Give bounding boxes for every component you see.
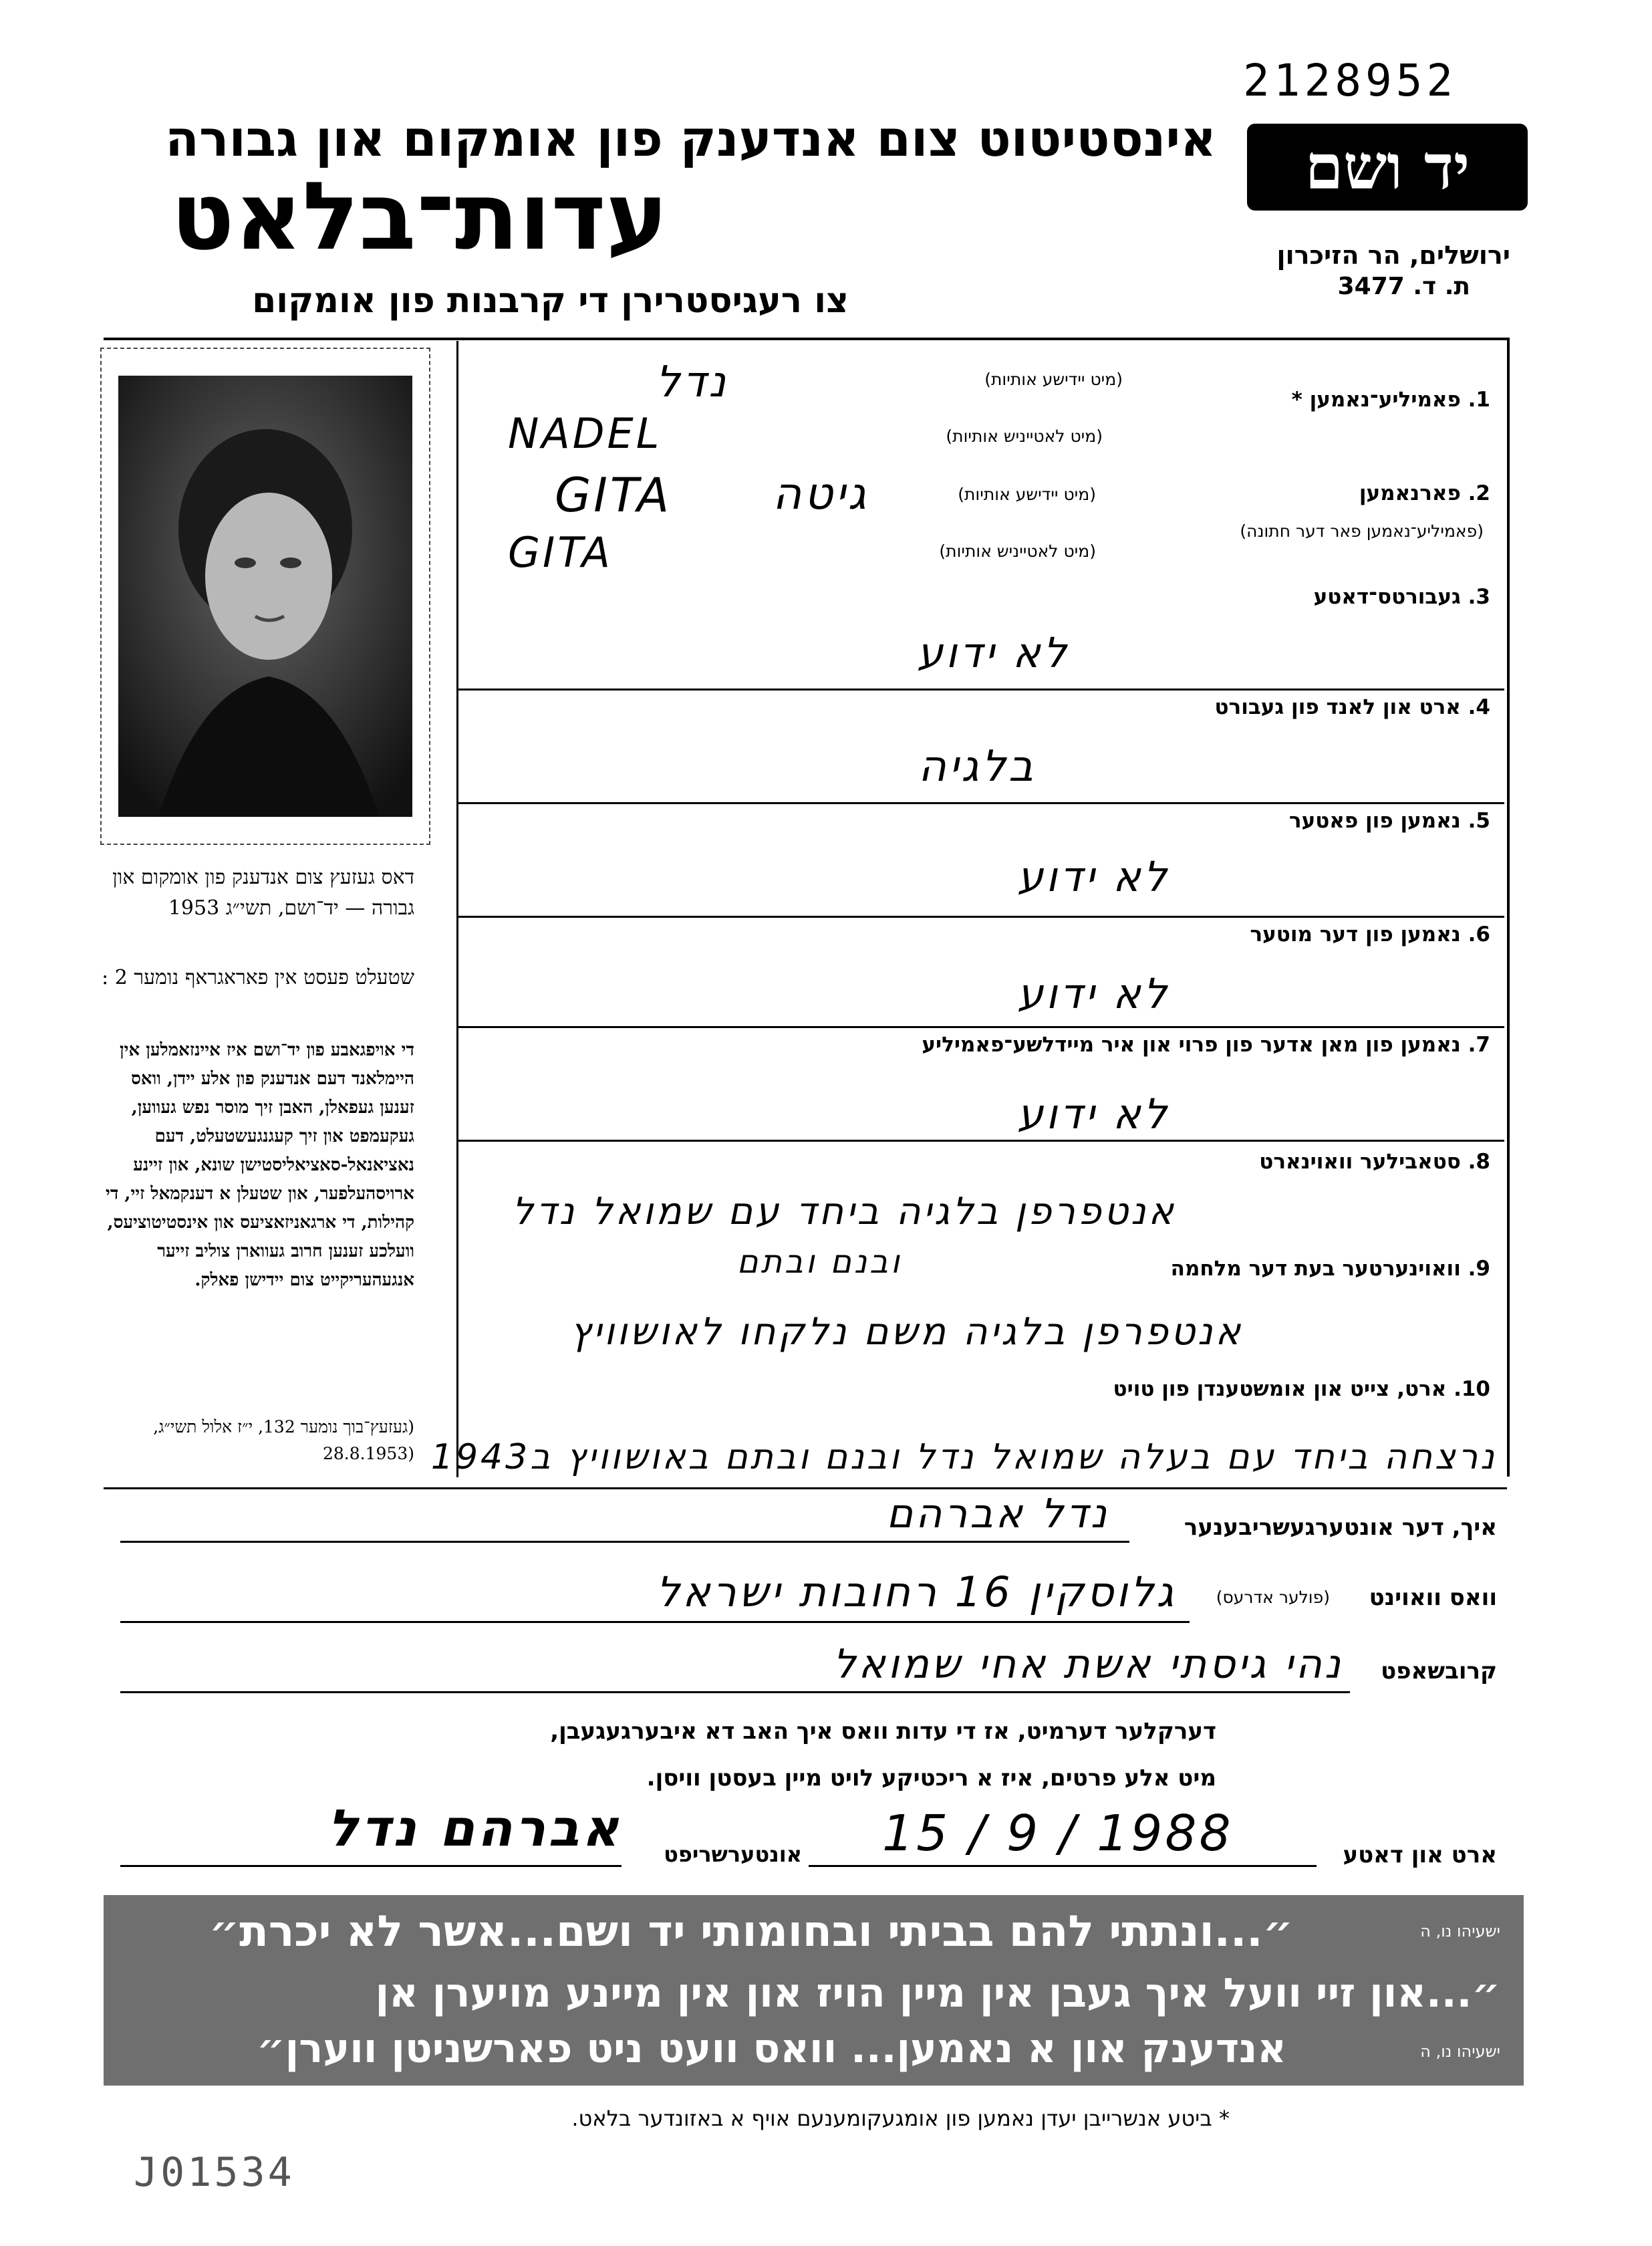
field-1-sub-yiddish: (מיט יידישע אותיות) (984, 370, 1123, 389)
victim-photo (100, 348, 430, 845)
field-1-label: 1. פאמיליע־נאמען * (1291, 388, 1490, 412)
portrait-image (118, 376, 412, 817)
submitter-address-note: (פולער אדרעס) (1216, 1588, 1330, 1607)
field-8-value-continued: ובנם ובתם (736, 1243, 902, 1281)
address-line-2: ת. ד. 3477 (1337, 273, 1470, 300)
field-1-value-yiddish: נדל (656, 358, 728, 407)
submitter-relation-label: קרובשאפט (1381, 1658, 1497, 1684)
field-2-value-latin-b: GITA (508, 528, 613, 577)
signature-value: אברהם נדל (327, 1798, 622, 1858)
field-9-label: 9. וואוינערטער בעת דער מלחמה (1170, 1257, 1490, 1281)
submitter-name-rule (120, 1541, 1129, 1543)
field-10-label: 10. ארט, צייט און אומשטענדן פון טויט (1113, 1377, 1490, 1401)
declaration-line-1: דערקלער דערמיט, אז די עדות וואס איך האב דא איבערגעגעבן, (550, 1718, 1216, 1745)
banner-line-3: אנדענק און א נאמען... וואס וועט ניט פארשניטן ווערן״ (257, 2025, 1286, 2072)
declaration-line-2: מיט אלע פרטים, איז א ריכטיקע לויט מיין בעסטן וויסן. (646, 1765, 1216, 1791)
date-value: 15 / 9 / 1988 (882, 1805, 1234, 1862)
yad-vashem-logo (1247, 124, 1528, 211)
banner-line-2: ״...און זיי וועל איך געבן אין מיין הויז און אין מיינע מויערן אן (375, 1970, 1500, 2017)
field-3-value: לא ידוע (917, 628, 1069, 677)
submitter-name-label: איך, דער אונטערגעשריבענער (1184, 1514, 1497, 1541)
field-2-value-latin-a: GITA (555, 468, 672, 523)
field-9-value: אנטפרפן בלגיה משם נלקחו לאושוויץ (570, 1310, 1243, 1354)
law-text-c: די אויפגאבע פון יד־ושם איז איינזאמלען אין היימלאנד דעם אנדענק פון אלע יידן, וואס זענען געפאלן, האבן זיך מוסר נפש געווען, געקעמפט און זיך קעגנגעשטעלט, דעם נאציאנאל-סאציאליסטישן שונא, און זיינע ארויסהעלפער, און שטעלן א דענקמאל זיי, די קהילות, די ארגאניזאציעס און אינסטיטוציעס, וועלכע זענען חרוב געווארן צוליב זייער אנגעהעריקייט צום יידישן פאלק. (106, 1040, 414, 1290)
institute-name: אינסטיטוט צום אנדענק פון אומקום און גבורה (165, 110, 1216, 168)
field-2-sub-latin: (מיט לאטייניש אותיות) (939, 541, 1096, 561)
document-number: 2128952 (1243, 55, 1458, 106)
place-date-label: ארט און דאטע (1343, 1842, 1497, 1868)
archive-number: J01534 (134, 2149, 295, 2196)
banner-ref-2: ישעיהו נו, ה (1420, 2042, 1500, 2061)
field-1-value-latin: NADEL (508, 409, 662, 458)
signature-label: אונטערשריפט (664, 1842, 802, 1867)
field-5-label: 5. נאמען פון פאטער (1288, 809, 1490, 833)
field-4-label: 4. ארט און לאנד פון געבורט (1214, 695, 1490, 719)
date-rule (809, 1865, 1317, 1867)
banner-ref-1: ישעיהו נו, ה (1420, 1922, 1500, 1941)
submitter-address-label: וואס וואוינט (1369, 1584, 1497, 1611)
submitter-relation: נהי גיסתי אשת אחי שמואל (833, 1641, 1343, 1688)
law-text-d: (געזעץ־בוך נומער 132, י״ז אלול תשי״ג, (28.8.1953 (153, 1417, 414, 1463)
field-6-value: לא ידוע (1017, 969, 1169, 1018)
quote-banner (104, 1895, 1524, 2086)
field-2-sub-yiddish: (מיט יידישע אותיות) (958, 485, 1096, 504)
field-6-label: 6. נאמען פון דער מוטער (1250, 922, 1490, 947)
field-7-rule (458, 1140, 1504, 1142)
submitter-address: גלוסקין 16 רחובות ישראל (656, 1568, 1176, 1616)
field-8-label: 8. סטאבילער וואוינארט (1259, 1150, 1490, 1174)
field-2-value-yiddish: גיטה (773, 468, 869, 519)
field-1-sub-latin: (מיט לאטייניש אותיות) (946, 426, 1103, 446)
submitter-address-rule (120, 1621, 1190, 1623)
form-divider (456, 341, 458, 1477)
banner-line-1: ״...ונתתי להם בביתי ובחומותי יד ושם...אשר לא יכרת״ (209, 1907, 1293, 1957)
field-7-label: 7. נאמען פון מאן אדער פון פרוי און איר מיידלשע־פאמיליע (922, 1033, 1490, 1057)
law-text-a: דאס געזעץ צום אנדענק פון אומקום און גבורה — יד־ושם, תשי״ג 1953 (112, 866, 414, 920)
field-10-value: נרצחה ביחד עם בעלה שמואל נדל ובנם ובתם באושוויץ ב1943 (430, 1437, 1497, 1477)
address-line-1: ירושלים, הר הזיכרון (1276, 241, 1510, 270)
field-5-value: לא ידוע (1017, 852, 1169, 901)
field-2-note: (פאמיליע־נאמען פאר דער חתונה) (1240, 521, 1484, 541)
submitter-name: נדל אברהם (886, 1491, 1109, 1537)
field-3-rule (458, 689, 1504, 691)
form-bottom-rule (104, 1487, 1507, 1489)
law-text-b: שטעלט פעסט אין פאראגראף נומער 2 : (102, 966, 414, 989)
field-4-rule (458, 802, 1504, 804)
footnote: * ביטע אנשרייבן יעדן נאמען פון אומגעקומענעם אויף א באזונדער בלאט. (571, 2106, 1230, 2131)
field-2-label: 2. פארנאמען (1359, 481, 1490, 505)
signature-rule (120, 1865, 622, 1867)
field-3-label: 3. געבורטס־דאטע (1313, 585, 1490, 609)
field-7-value: לא ידוע (1017, 1090, 1169, 1138)
submitter-relation-rule (120, 1691, 1350, 1693)
field-4-value: בלגיה (918, 742, 1036, 791)
field-6-rule (458, 1026, 1504, 1028)
form-subtitle: צו רעגיסטרירן די קרבנות פון אומקום (252, 281, 849, 321)
field-8-value: אנטפרפן בלגיה ביחד עם שמואל נדל (512, 1190, 1176, 1233)
form-title: עדות־בלאט (170, 162, 668, 271)
field-5-rule (458, 916, 1504, 918)
logo-text: יד ושם (1304, 131, 1470, 203)
